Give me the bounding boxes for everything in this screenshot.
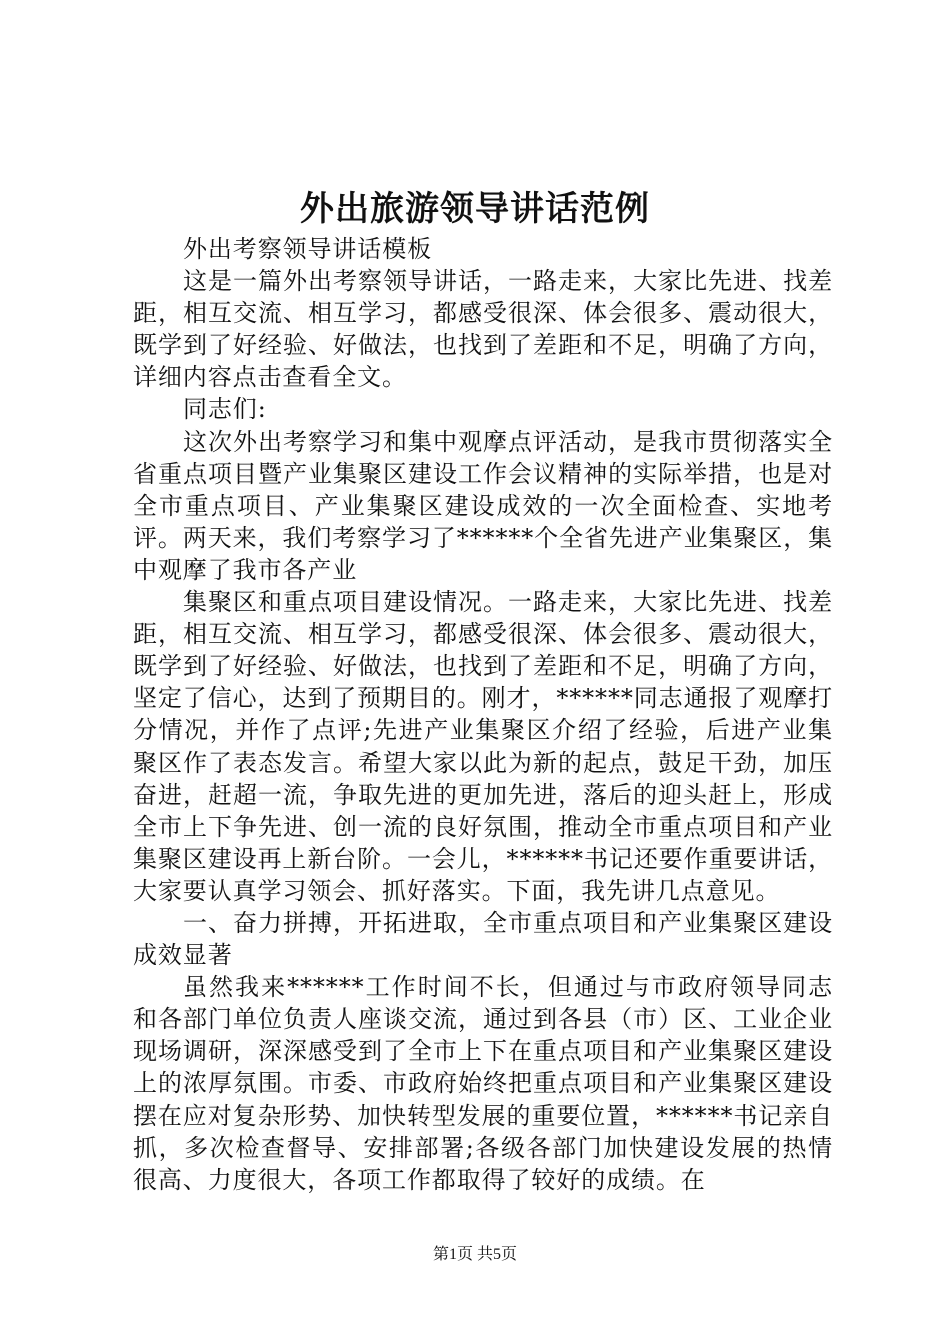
paragraph-summary: 这是一篇外出考察领导讲话，一路走来，大家比先进、找差距，相互交流、相互学习，都感受很深、体会很多、震动很大，既学到了好经验、好做法，也找到了差距和不足，明确了方向，详细内容点击查看全文。 [133,267,833,392]
paragraph-subtitle: 外出考察领导讲话模板 [183,235,432,263]
paragraph-section-1: 虽然我来******工作时间不长，但通过与市政府领导同志和各部门单位负责人座谈交流，通过到各县（市）区、工业企业现场调研，深深感受到了全市上下在重点项目和产业集聚区建设上的浓厚氛围。市委、市政府始终把重点项目和产业集聚区建设摆在应对复杂形势、加快转型发展的重要位置，******书记亲自抓，多次检查督导、安排部署;各级各部门加快建设发展的热情很高、力度很大，各项工作都取得了较好的成绩。在 [133,973,833,1194]
paragraph-intro: 这次外出考察学习和集中观摩点评活动，是我市贯彻落实全省重点项目暨产业集聚区建设工作会议精神的实际举措，也是对全市重点项目、产业集聚区建设成效的一次全面检查、实地考评。两天来，我们考察学习了******个全省先进产业集聚区，集中观摩了我市各产业 [133,427,833,584]
section-heading-1: 一、奋力拼搏，开拓进取，全市重点项目和产业集聚区建设成效显著 [133,908,833,970]
paragraph-salutation: 同志们: [183,395,267,424]
page-number: 第1页 共5页 [432,1246,517,1263]
paragraph-continuation: 集聚区和重点项目建设情况。一路走来，大家比先进、找差距，相互交流、相互学习，都感受很深、体会很多、震动很大，既学到了好经验、好做法，也找到了差距和不足，明确了方向，坚定了信心，达到了预期目的。刚才，******同志通报了观摩打分情况，并作了点评;先进产业集聚区介绍了经验，后进产业集聚区作了表态发言。希望大家以此为新的起点，鼓足干劲，加压奋进，赶超一流，争取先进的更加先进，落后的迎头赶上，形成全市上下争先进、创一流的良好氛围，推动全市重点项目和产业集聚区建设再上新台阶。一会儿，******书记还要作重要讲话，大家要认真学习领会、抓好落实。下面，我先讲几点意见。 [133,588,833,905]
document-title: 外出旅游领导讲话范例 [300,189,650,229]
document-body [133,233,833,1196]
